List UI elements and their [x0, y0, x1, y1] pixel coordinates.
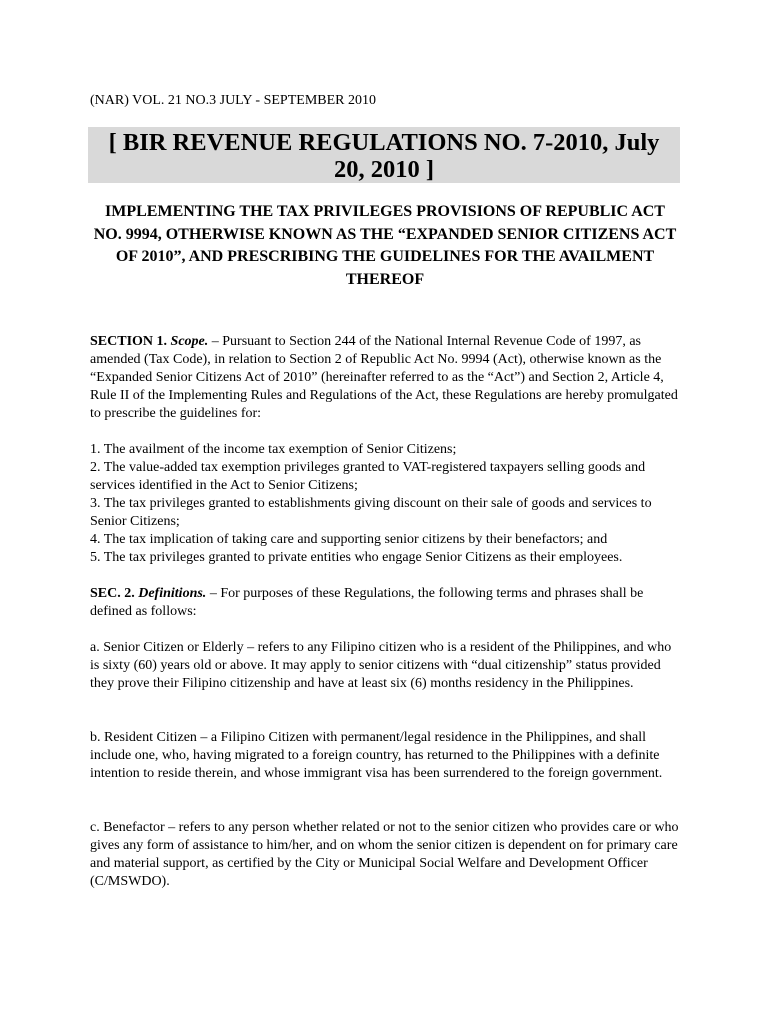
definition-text: b. Resident Citizen – a Filipino Citizen with permanent/legal residence in the Philippines, and shall include one, who, having migrated to a foreign country, has returned to the Philippines with a definite intention to reside therein, and whose immigrant visa has been surrendered to the foreign government.	[90, 730, 663, 781]
section-2-intro	[90, 585, 680, 621]
list-item: 4. The tax implication of taking care and supporting senior citizens by their benefactors; and	[90, 532, 608, 547]
section-1	[90, 333, 680, 423]
list-item: 1. The availment of the income tax exemption of Senior Citizens;	[90, 442, 457, 457]
list-item: 2. The value-added tax exemption privileges granted to VAT-registered taxpayers selling goods and services identified in the Act to Senior Citizens;	[90, 460, 646, 493]
section-2	[90, 585, 680, 621]
section-2-title: Definitions.	[138, 586, 207, 601]
document-title: [ BIR REVENUE REGULATIONS NO. 7-2010, July 20, 2010 ]	[88, 127, 680, 183]
list-item: 5. The tax privileges granted to private entities who engage Senior Citizens as their employees.	[90, 550, 623, 565]
section-1-list	[90, 441, 680, 567]
section-2-heading: SEC. 2.	[90, 586, 135, 601]
definition-senior-citizen	[90, 639, 680, 693]
definition-text: a. Senior Citizen or Elderly – refers to any Filipino citizen who is a resident of the Philippines, and who is sixty (60) years old or above. It may apply to senior citizens with “dual citizenship” status provided they prove their Filipino citizenship and have at least six (6) months residency in the Philippines.	[90, 640, 672, 691]
definition-text: c. Benefactor – refers to any person whether related or not to the senior citizen who provides care or who gives any form of assistance to him/her, and on whom the senior citizen is dependent on for primary care and material support, as certified by the City or Municipal Social Welfare and Development Officer (C/MSWDO).	[90, 820, 679, 889]
definition-resident-citizen	[90, 729, 680, 783]
section-1-heading: SECTION 1.	[90, 334, 168, 349]
section-1-intro	[90, 333, 680, 423]
definition-benefactor	[90, 819, 680, 891]
section-1-title: Scope.	[170, 334, 209, 349]
section-1-intro-text: – Pursuant to Section 244 of the National Internal Revenue Code of 1997, as amended (Tax Code), in relation to Section 2 of Republic Act No. 9994 (Act), otherwise known as the “Expanded Senior Citizens Act of 2010” (hereinafter referred to as the “Act”) and Section 2, Article 4, Rule II of the Implementing Rules and Regulations of the Act, these Regulations are hereby promulgated to prescribe the guidelines for:	[90, 334, 678, 421]
section-2-intro-text: – For purposes of these Regulations, the following terms and phrases shall be defined as follows:	[90, 586, 644, 619]
list-item: 3. The tax privileges granted to establishments giving discount on their sale of goods and services to Senior Citizens;	[90, 496, 652, 529]
document-subtitle: IMPLEMENTING THE TAX PRIVILEGES PROVISIONS OF REPUBLIC ACT NO. 9994, OTHERWISE KNOWN AS THE “EXPANDED SENIOR CITIZENS ACT OF 2010”, AND PRESCRIBING THE GUIDELINES FOR THE AVAILMENT THEREOF	[93, 203, 677, 289]
journal-reference: (NAR) VOL. 21 NO.3 JULY - SEPTEMBER 2010	[90, 93, 376, 108]
